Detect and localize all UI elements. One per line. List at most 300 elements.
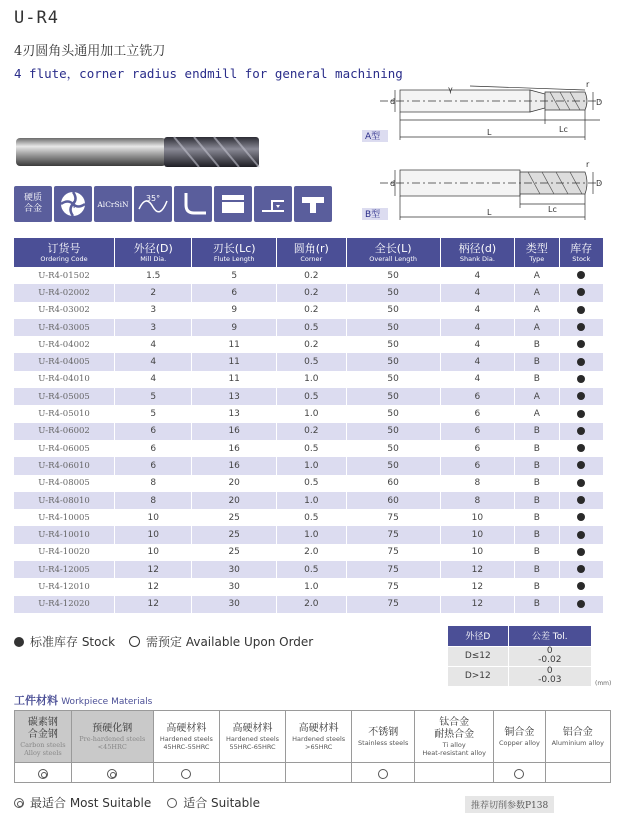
table-cell: 16 [192, 440, 276, 457]
table-cell: B [515, 336, 559, 353]
tol-lower: -0.03 [538, 675, 562, 686]
table-cell: 6 [192, 284, 276, 301]
stock-dot-icon [14, 637, 24, 647]
table-cell: B [515, 475, 559, 492]
table-cell: 20 [192, 492, 276, 509]
table-cell: B [515, 561, 559, 578]
table-cell [559, 509, 603, 526]
most-suitable-icon [38, 769, 48, 779]
tol-range: D≤12 [448, 646, 508, 666]
helix-angle-icon [134, 186, 172, 222]
table-cell: A [515, 405, 559, 422]
table-cell: 4 [440, 319, 514, 336]
table-cell: 6 [440, 457, 514, 474]
table-cell: 10 [440, 509, 514, 526]
tol-upper: 0 [546, 646, 553, 656]
table-cell: 16 [192, 423, 276, 440]
table-cell: 10 [440, 526, 514, 543]
table-cell: B [515, 423, 559, 440]
table-cell: 20 [192, 475, 276, 492]
label-l-a: L [487, 128, 492, 137]
table-cell: 5 [115, 388, 192, 405]
suitable-icon [167, 798, 177, 808]
material-name-en: Ti alloy Heat-resistant alloy [422, 740, 486, 757]
suitable-icon [181, 769, 191, 779]
table-row [14, 492, 604, 509]
endmill-photo [14, 132, 264, 172]
table-row [14, 319, 604, 336]
label-d-a: d [390, 97, 396, 106]
table-cell: 30 [192, 596, 276, 613]
suitability-cell [494, 763, 545, 783]
table-cell: 12 [115, 578, 192, 595]
table-cell: 6 [115, 440, 192, 457]
suitability-cell [71, 763, 153, 783]
table-cell: 0.5 [276, 561, 346, 578]
suitability-cell [415, 763, 494, 783]
table-cell: 8 [440, 475, 514, 492]
table-row [14, 457, 604, 474]
table-cell [559, 544, 603, 561]
column-header: 全长(L) Overall Length [346, 238, 440, 267]
column-header: 外径(D) Mill Dia. [115, 238, 192, 267]
table-cell [559, 353, 603, 370]
stock-dot-icon [577, 427, 585, 435]
stock-dot-icon [577, 531, 585, 539]
table-cell: 4 [440, 302, 514, 319]
stock-dot-icon [577, 565, 585, 573]
table-cell: 0.5 [276, 475, 346, 492]
table-cell: 9 [192, 319, 276, 336]
table-cell: 3 [115, 319, 192, 336]
suitable-icon [514, 769, 524, 779]
table-cell: 3 [115, 302, 192, 319]
table-cell [559, 405, 603, 422]
suitability-cell [286, 763, 352, 783]
table-cell [559, 284, 603, 301]
table-cell: 50 [346, 371, 440, 388]
table-cell: B [515, 526, 559, 543]
material-name-en: Pre-hardened steels <45HRC [79, 734, 146, 751]
stock-dot-icon [577, 271, 585, 279]
table-cell: 12 [440, 596, 514, 613]
tolerance-table [448, 626, 592, 686]
material-name-en: Stainless steels [358, 738, 409, 747]
ordering-code: U-R4-05005 [14, 388, 115, 405]
table-row [14, 561, 604, 578]
table-row [14, 596, 604, 613]
table-cell: A [515, 388, 559, 405]
table-row [14, 405, 604, 422]
tol-header-dia: 外径D [448, 626, 508, 646]
table-cell: B [515, 596, 559, 613]
column-header: 类型 Type [515, 238, 559, 267]
stock-dot-icon [577, 375, 585, 383]
table-cell [559, 596, 603, 613]
workpiece-title-en: Workpiece Materials [61, 697, 153, 707]
table-cell: 1.5 [115, 267, 192, 284]
stock-dot-icon [577, 496, 585, 504]
table-cell: 0.5 [276, 319, 346, 336]
workpiece-title [14, 692, 152, 708]
table-cell: 75 [346, 526, 440, 543]
ordering-code: U-R4-10005 [14, 509, 115, 526]
material-name-cn: 高硬材料 [166, 722, 207, 734]
table-cell: 75 [346, 509, 440, 526]
technical-drawing [360, 80, 615, 230]
table-row [14, 353, 604, 370]
table-cell: 10 [115, 526, 192, 543]
stock-legend [14, 633, 313, 650]
stock-dot-icon [577, 288, 585, 296]
table-cell: 13 [192, 405, 276, 422]
table-row [14, 544, 604, 561]
material-name-cn: 高硬材料 [232, 722, 273, 734]
cutting-parameters-reference[interactable]: 推荐切削参数P138 [465, 796, 554, 813]
table-cell: 4 [115, 336, 192, 353]
material-cell [352, 711, 415, 763]
suitability-cell [15, 763, 72, 783]
column-header: 库存 Stock [559, 238, 603, 267]
table-cell: 4 [440, 371, 514, 388]
material-cell [15, 711, 72, 763]
ordering-code: U-R4-03002 [14, 302, 115, 319]
type-a-label: A型 [365, 132, 381, 142]
material-name-en: Copper alloy [498, 738, 540, 747]
table-cell: 60 [346, 475, 440, 492]
table-cell: 4 [115, 353, 192, 370]
stock-dot-icon [577, 600, 585, 608]
material-name-cn: 铝合金 [562, 726, 593, 738]
label-r-a: r [586, 80, 590, 89]
table-cell: 11 [192, 371, 276, 388]
table-cell: 50 [346, 457, 440, 474]
table-cell: 6 [115, 423, 192, 440]
table-cell: 10 [115, 544, 192, 561]
material-name-cn: 钛合金 耐热合金 [434, 716, 475, 740]
tol-upper: 0 [546, 666, 553, 677]
workpiece-table [14, 710, 611, 783]
stock-dot-icon [577, 461, 585, 469]
suitable-icon [378, 769, 388, 779]
label-lc-a: Lc [559, 125, 568, 134]
label-D-a: D [596, 98, 603, 107]
stock-dot-icon [577, 582, 585, 590]
suitability-cell [219, 763, 285, 783]
tol-range: D>12 [448, 666, 508, 686]
table-row [14, 371, 604, 388]
material-cell [415, 711, 494, 763]
material-name-en: Hardened steels 45HRC-55HRC [159, 734, 213, 751]
table-cell [559, 336, 603, 353]
material-name-cn: 不锈钢 [368, 726, 399, 738]
table-row [14, 423, 604, 440]
table-cell: 1.0 [276, 457, 346, 474]
table-cell: 11 [192, 353, 276, 370]
column-header: 刃长(Lc) Flute Length [192, 238, 276, 267]
table-cell: 10 [115, 509, 192, 526]
ordering-code: U-R4-06010 [14, 457, 115, 474]
suitability-cell [545, 763, 610, 783]
stock-dot-icon [577, 306, 585, 314]
ordering-code: U-R4-12020 [14, 596, 115, 613]
table-cell [559, 578, 603, 595]
table-cell: 8 [115, 492, 192, 509]
ordering-code: U-R4-12010 [14, 578, 115, 595]
suitability-cell [352, 763, 415, 783]
table-cell: 5 [192, 267, 276, 284]
order-circle-icon [129, 636, 140, 647]
table-cell: 4 [440, 336, 514, 353]
coating-icon: AlCrSiN [94, 186, 132, 222]
table-cell: 0.5 [276, 388, 346, 405]
table-cell: 6 [115, 457, 192, 474]
legend-best: 最适合 Most Suitable [30, 796, 152, 810]
table-cell: 0.2 [276, 302, 346, 319]
table-cell: 75 [346, 544, 440, 561]
table-cell: 5 [115, 405, 192, 422]
stock-dot-icon [577, 479, 585, 487]
table-cell: 50 [346, 302, 440, 319]
table-cell: 25 [192, 544, 276, 561]
suitability-cell [153, 763, 219, 783]
table-cell: 50 [346, 319, 440, 336]
table-row [14, 578, 604, 595]
table-cell: 12 [440, 561, 514, 578]
table-cell: A [515, 284, 559, 301]
table-cell: 75 [346, 561, 440, 578]
svg-text:4: 4 [69, 200, 77, 211]
table-cell: 0.5 [276, 440, 346, 457]
table-cell: 0.5 [276, 353, 346, 370]
table-row [14, 388, 604, 405]
center-cut-icon [294, 186, 332, 222]
table-cell: 0.2 [276, 336, 346, 353]
table-cell: 6 [440, 405, 514, 422]
material-cell [219, 711, 285, 763]
tol-value [508, 666, 591, 686]
material-name-en: Carbon steels Alloy steels [20, 740, 66, 757]
table-cell: 50 [346, 405, 440, 422]
table-cell: 12 [115, 561, 192, 578]
legend-stock: 标准库存 Stock [30, 635, 116, 649]
table-cell [559, 371, 603, 388]
table-cell: 1.0 [276, 371, 346, 388]
table-cell [559, 526, 603, 543]
table-cell: 9 [192, 302, 276, 319]
table-cell: 6 [440, 388, 514, 405]
column-header: 圆角(r) Corner [276, 238, 346, 267]
page-title: U-R4 [14, 8, 59, 28]
table-cell: 25 [192, 509, 276, 526]
table-cell: 4 [440, 353, 514, 370]
legend-order: 需预定 Available Upon Order [146, 635, 314, 649]
table-cell: 6 [440, 423, 514, 440]
label-d-b: d [390, 179, 396, 188]
table-cell: 8 [440, 492, 514, 509]
material-cell [71, 711, 153, 763]
table-cell [559, 302, 603, 319]
workpiece-title-cn: 工件材料 [14, 694, 58, 707]
ordering-code: U-R4-04005 [14, 353, 115, 370]
material-cell [153, 711, 219, 763]
table-cell: 50 [346, 388, 440, 405]
table-cell: A [515, 319, 559, 336]
table-cell [559, 492, 603, 509]
table-cell: 2 [115, 284, 192, 301]
table-cell: 4 [115, 371, 192, 388]
table-cell: B [515, 578, 559, 595]
table-cell: 75 [346, 578, 440, 595]
tol-value [508, 646, 591, 666]
table-cell [559, 457, 603, 474]
stock-dot-icon [577, 340, 585, 348]
ordering-code: U-R4-08010 [14, 492, 115, 509]
ordering-code: U-R4-10020 [14, 544, 115, 561]
table-cell: 50 [346, 267, 440, 284]
ordering-code: U-R4-06005 [14, 440, 115, 457]
table-cell: B [515, 353, 559, 370]
table-cell: 11 [192, 336, 276, 353]
material-name-cn: 预硬化钢 [92, 722, 133, 734]
table-cell: B [515, 509, 559, 526]
stock-dot-icon [577, 548, 585, 556]
table-row [14, 440, 604, 457]
stock-dot-icon [577, 323, 585, 331]
table-row [14, 302, 604, 319]
table-cell: 16 [192, 457, 276, 474]
table-cell: 13 [192, 388, 276, 405]
table-cell: 6 [440, 440, 514, 457]
ordering-code: U-R4-06002 [14, 423, 115, 440]
material-name-en: Aluminium alloy [551, 738, 604, 747]
table-cell: 4 [440, 284, 514, 301]
stock-dot-icon [577, 358, 585, 366]
table-cell: 50 [346, 353, 440, 370]
table-cell [559, 561, 603, 578]
material-name-en: Hardened steels 55HRC-65HRC [226, 734, 280, 751]
material-name-cn: 铜合金 [504, 726, 535, 738]
ordering-code: U-R4-02002 [14, 284, 115, 301]
column-header: 柄径(d) Shank Dia. [440, 238, 514, 267]
table-cell: 50 [346, 423, 440, 440]
table-cell: 30 [192, 561, 276, 578]
most-suitable-icon [107, 769, 117, 779]
table-cell: 50 [346, 440, 440, 457]
table-cell: 4 [440, 267, 514, 284]
label-r-b: r [586, 160, 590, 169]
table-cell: 50 [346, 336, 440, 353]
corner-radius-icon [174, 186, 212, 222]
four-flute-icon [54, 186, 92, 222]
table-cell: 60 [346, 492, 440, 509]
table-cell: B [515, 440, 559, 457]
ordering-code: U-R4-12005 [14, 561, 115, 578]
most-suitable-icon [14, 798, 24, 808]
table-cell: B [515, 544, 559, 561]
table-cell: 1.0 [276, 405, 346, 422]
stock-dot-icon [577, 410, 585, 418]
legend-suitable: 适合 Suitable [183, 796, 260, 810]
material-cell [545, 711, 610, 763]
table-cell: 0.2 [276, 267, 346, 284]
table-cell [559, 440, 603, 457]
table-row [14, 526, 604, 543]
table-cell: 10 [440, 544, 514, 561]
label-lc-b: Lc [548, 205, 557, 214]
table-cell: 0.2 [276, 423, 346, 440]
table-cell: 30 [192, 578, 276, 595]
suitability-legend [14, 794, 260, 811]
ordering-code: U-R4-05010 [14, 405, 115, 422]
material-name-cn: 高硬材料 [298, 722, 339, 734]
tol-lower: -0.02 [538, 655, 562, 665]
hard-alloy-icon: 硬质 合金 [14, 186, 52, 222]
svg-text:35°: 35° [145, 194, 161, 203]
ordering-code: U-R4-01502 [14, 267, 115, 284]
tol-header-tol: 公差 Tol. [508, 626, 591, 646]
table-cell: 1.0 [276, 492, 346, 509]
table-cell: A [515, 267, 559, 284]
type-b-label: B型 [365, 210, 381, 220]
tolerance-icon [254, 186, 292, 222]
table-cell: 1.0 [276, 578, 346, 595]
table-cell: 12 [440, 578, 514, 595]
label-D-b: D [596, 179, 603, 188]
table-cell [559, 388, 603, 405]
ordering-code: U-R4-03005 [14, 319, 115, 336]
table-row [14, 267, 604, 284]
subtitle-chinese: 4刃圆角头通用加工立铣刀 [14, 44, 166, 59]
ordering-code: U-R4-04010 [14, 371, 115, 388]
table-cell: 75 [346, 596, 440, 613]
stock-dot-icon [577, 392, 585, 400]
unit-label: (mm) [595, 680, 612, 687]
table-row [14, 284, 604, 301]
subtitle-english: 4 flute，corner radius endmill for general machining [14, 66, 403, 81]
table-cell: B [515, 492, 559, 509]
stock-dot-icon [577, 513, 585, 521]
feature-icons [14, 186, 332, 222]
table-cell [559, 267, 603, 284]
table-cell: 8 [115, 475, 192, 492]
table-cell: 1.0 [276, 526, 346, 543]
table-cell: 25 [192, 526, 276, 543]
table-row [14, 509, 604, 526]
material-cell [494, 711, 545, 763]
table-cell [559, 319, 603, 336]
table-cell: 0.2 [276, 284, 346, 301]
column-header: 订货号 Ordering Code [14, 238, 115, 267]
shank-icon [214, 186, 252, 222]
ordering-code: U-R4-08005 [14, 475, 115, 492]
table-row [14, 336, 604, 353]
table-cell: 2.0 [276, 544, 346, 561]
table-row [14, 475, 604, 492]
table-cell: 2.0 [276, 596, 346, 613]
table-cell: B [515, 457, 559, 474]
table-cell: A [515, 302, 559, 319]
material-name-cn: 碳素钢 合金钢 [27, 716, 58, 740]
ordering-code: U-R4-10010 [14, 526, 115, 543]
ordering-table [14, 238, 604, 613]
table-cell: 50 [346, 284, 440, 301]
ordering-code: U-R4-04002 [14, 336, 115, 353]
label-l-b: L [487, 208, 492, 217]
table-cell [559, 475, 603, 492]
table-cell [559, 423, 603, 440]
material-cell [286, 711, 352, 763]
